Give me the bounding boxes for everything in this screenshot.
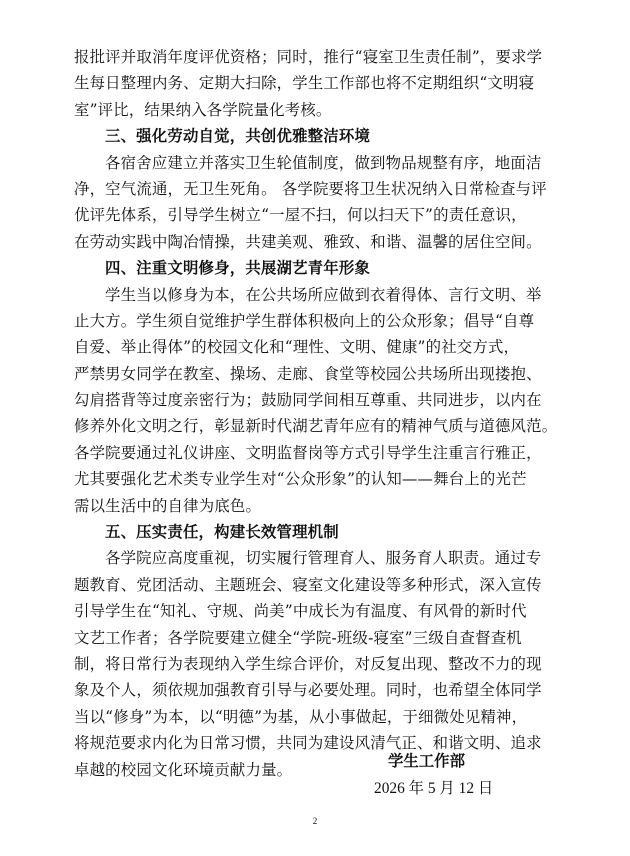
section-heading-4: 四、注重文明修身，共展湖艺青年形象 [105,259,371,278]
signature-org: 学生工作部 [388,752,465,770]
paragraph-start: 各宿舍应建立并落实卫生轮值制度，做到物品规整有序，地面洁 [105,153,542,172]
body-line: 优评先体系，引导学生树立“一屋不扫，何以扫天下”的责任意识， [74,206,527,225]
body-line: 报批评并取消年度评优资格；同时，推行“寝室卫生责任制”，要求学 [74,48,543,66]
signature-date: 2026 年 5 月 12 日 [374,780,494,797]
body-line: 勾肩搭背等过度亲密行为；鼓励同学间相互尊重、共同进步，以内在 [74,391,542,410]
body-line: 止大方。学生须自觉维护学生群体积极向上的公众形象；倡导“自尊 [74,311,535,330]
body-line: 象及个人，须依规加强教育引导与必要处理。同时，也希望全体同学 [74,681,542,700]
body-line: 当以“修身”为本，以“明德”为基，从小事做起，于细微处见精神， [74,707,528,726]
body-line: 尤其要强化艺术类专业学生对“公众形象”的认知——舞台上的光芒 [74,470,527,489]
section-heading-3: 三、强化劳动自觉，共创优雅整洁环境 [105,127,371,146]
body-line: 净，空气流通，无卫生死角。 各学院要将卫生状况纳入日常检查与评 [74,179,547,198]
body-line: 将规范要求内化为日常习惯，共同为建设风清气正、和谐文明、追求 [74,734,542,753]
body-line: 文艺工作者；各学院要建立健全“学院-班级-寝室”三级自查督查机 [74,628,522,647]
section-heading-5: 五、压实责任，构建长效管理机制 [105,523,339,542]
body-line: 生每日整理内务、定期大扫除，学生工作部也将不定期组织“文明寝 [74,74,535,93]
paragraph-start: 学生当以修身为本，在公共场所应做到衣着得体、言行文明、举 [105,285,542,304]
body-line: 在劳动实践中陶冶情操，共建美观、雅致、和谐、温馨的居住空间。 [74,232,542,251]
body-line: 各学院要通过礼仪讲座、文明监督岗等方式引导学生注重言行雅正， [74,443,542,462]
body-line: 自爱、举止得体”的校园文化和“理性、文明、健康”的社交方式， [74,338,520,357]
body-line: 卓越的校园文化环境贡献力量。 [74,760,293,779]
document-body [74,44,558,783]
body-line: 室”评比，结果纳入各学院量化考核。 [74,100,332,119]
body-line: 需以生活中的自律为底色。 [74,496,262,515]
page-number: 2 [312,816,318,826]
paragraph-start: 各学院应高度重视，切实履行管理育人、服务育人职责。通过专 [105,549,542,568]
body-line: 制，将日常行为表现纳入学生综合评价，对反复出现、整改不力的现 [74,654,542,673]
body-line: 严禁男女同学在教室、操场、走廊、食堂等校园公共场所出现搂抱、 [74,364,542,383]
body-line: 引导学生在“知礼、守规、尚美”中成长为有温度、有风骨的新时代 [74,602,527,621]
body-line: 题教育、党团活动、主题班会、寝室文化建设等多种形式，深入宣传 [74,575,542,594]
body-line: 修养外化文明之行，彰显新时代湖艺青年应有的精神气质与道德风范。 [74,417,558,436]
